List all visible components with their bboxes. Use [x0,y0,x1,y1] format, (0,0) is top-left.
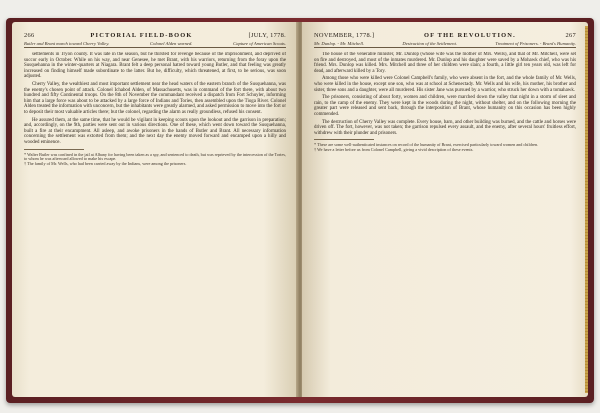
paragraph: Among those who were killed were Colonel Campbell's family, who were absent in the fort, and the whole family of Mr. Wells, who were killed in the house, except one son, who was at school at Schenectady. Mr. Wells and his wife, his mother, his brother and sister, three sons and a daughter, were all murdered. His sister Jane was pursued by a warrior, who struck her down with a tomahawk. [314,76,576,93]
footnote-rule [314,139,374,140]
right-page [302,22,588,397]
right-running-head [314,32,576,39]
subhead-left: Mr. Dunlop. - Mr. Mitchell. [314,41,365,46]
footnote: † We have a letter before us from Colonel Campbell, giving a vivid description of these events. [314,147,474,153]
page-number: 266 [24,32,35,39]
subhead-center: Destruction of the Settlement. [402,41,458,46]
page-number: 267 [565,32,576,39]
footnote-rule [24,149,84,150]
open-book [12,22,588,397]
left-running-head [24,32,286,39]
subhead-right: Treatment of Prisoners. - Brant's Humanity. [495,41,576,46]
left-subhead [24,41,286,48]
running-title: OF THE REVOLUTION. [423,32,516,39]
left-page [12,22,298,397]
subhead-right: Capture of American Scouts. [233,41,286,46]
running-date: [JULY, 1778. [248,32,286,39]
paragraph: settlements in Tryon county. It was late in the season, but he thirsted for revenge because of the imprisonment, and deprived of succor early in October. While on his way, and near Genesee, he met Brant, with his warriors, returning from the foray upon the Susquehanna in the winter-quarters at Niagara. Brant felt a deep personal hatred toward young Butler, and that feeling was greatly increased on finding himself made subordinate to the latter. But he, difficulty, which threatened, at first, to be serious, was soon adjusted. [24,52,286,80]
paragraph: He assured them, at the same time, that he would be vigilant in keeping scouts upon the lookout and the garrison in preparation; and, accordingly, on the 9th, parties were sent out in various directions. One of these, which went down toward the Susquehanna, built a fire at their encampment. All asleep, and awoke prisoners in the hands of Butler and Brant. All necessary information concerning the settlement was extorted from them; and the next day the enemy moved forward and encamped upon a hilly and wooded eminence. [24,117,286,145]
subhead-center: Colonel Alden warned. [150,41,193,46]
paragraph: The destruction of Cherry Valley was complete. Every house, barn, and other building was burned, and the cattle and horses were driven off. The fort, however, was not taken; the garrison repulsed every assault, and the enemy, after several hours' fruitless effort, withdrew with their plunder and prisoners. [314,119,576,136]
paragraph: Cherry Valley, the wealthiest and most important settlement near the head waters of the eastern branch of the Susquehanna, was the enemy's chosen point of attack. Colonel Ichabod Alden, of Massachusetts, was in command of the fort there, with about two hundred and fifty Continental troops. On the 8th of November the commandant received a dispatch from Fort Schuyler, informing him that a large force was about to be attacked by a large force of Indians and Tories, then assembled upon the Tioga River. Colonel Alden treated the information with unconcern, but the inhabitants were greatly alarmed, and asked permission to move into the fort or to deposit their most valuable articles there; but the colonel, regarding the alarm as really groundless, refused his consent. [24,81,286,115]
footnote: † The family of Mr. Wells, who had been carried away by the Indians, were among the prisoners. [24,161,187,167]
paragraph: The prisoners, consisting of about forty, women and children, were marched down the valley that night in a storm of sleet and rain, to the camp of the enemy. They were kept in the woods during the night, without shelter, and on the following morning the greater part were released and sent back, through the interposition of Brant, whose humanity on this occasion has been highly commended. [314,95,576,117]
right-subhead [314,41,576,48]
footnote: * These are some well-authenticated instances on record of the humanity of Brant, exercised particularly toward women and children. [314,142,539,148]
right-body-text [314,52,576,385]
running-date: NOVEMBER, 1778.] [314,32,375,39]
gilt-page-edge [585,26,588,393]
subhead-left: Butler and Brant march toward Cherry Valley. [24,41,110,46]
left-body-text [24,52,286,385]
paragraph: The house of the venerable minister, Mr. Dunlop (whose wife was the mother of Mrs. Wells), and that of Mr. Mitchell, were set on fire and destroyed, and most of the inmates murdered. Mr. Dunlop and his daughter were saved by a Mohawk chief, who was his friend. Mrs. Dunlop was killed. Mrs. Mitchell and three of her children were slain; a fourth, a little girl ten years old, was left for dead, and afterward killed by a Tory. [314,52,576,74]
footnote: * Walter Butler was confined in the jail at Albany for having been taken as a spy, and sentenced to death, but was reprieved by the intercession of the Tories, to whom he was afterward allowed to make his escape. [24,151,286,162]
running-title: PICTORIAL FIELD-BOOK [90,32,193,39]
